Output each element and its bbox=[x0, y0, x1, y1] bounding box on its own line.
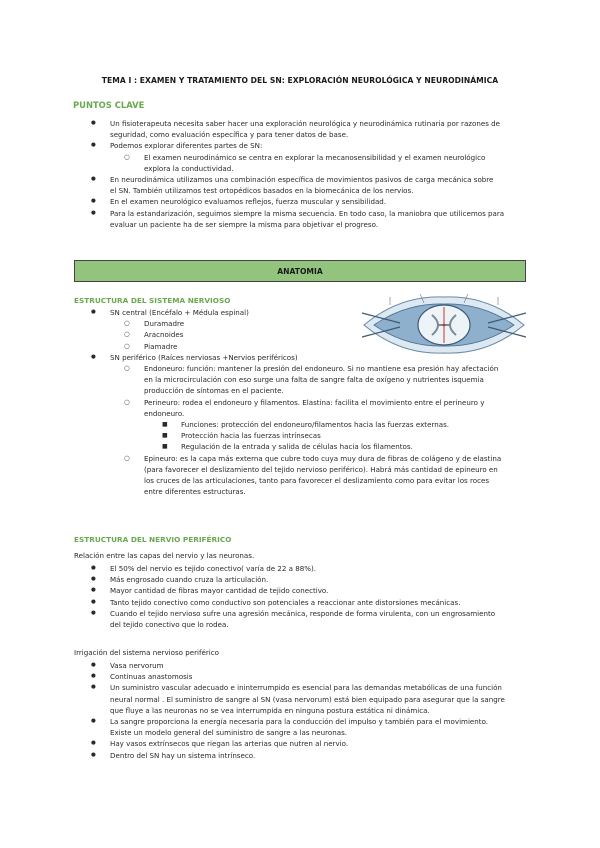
sub-list-item-text: ○ Epineuro: es la capa más externa que cubre todo cuya muy dura de fibras de colágeno y de elastina bbox=[144, 453, 532, 464]
list-item bbox=[77, 716, 532, 727]
list-item-text: Un suministro vascular adecuado e ininterrumpido es esencial para las demandas metabólicas de una función bbox=[110, 683, 502, 693]
sub-list-item-continuation: en la microcirculación con eso surge una falta de sangre falta de oxígeno y nutrientes isquemia bbox=[144, 375, 484, 385]
heading-estructura-sn: ESTRUCTURA DEL SISTEMA NERVIOSO bbox=[74, 296, 231, 305]
sub-list-item-text: ○ El examen neurodinámico se centra en explorar la mecanosensibilidad y el examen neurológico bbox=[144, 152, 532, 163]
list-item bbox=[77, 574, 532, 585]
nervio-intro: Relación entre las capas del nervio y las neuronas. bbox=[74, 551, 255, 560]
sub-list-item bbox=[77, 152, 532, 163]
sub-list-item-continuation: endoneuro. bbox=[144, 408, 185, 418]
list-item-text: Continuas anastomosis bbox=[110, 672, 193, 682]
list-item-text: Vasa nervorum bbox=[110, 661, 164, 670]
list-item-text: El 50% del nervio es tejido conectivo( varía de 22 a 88%). bbox=[110, 564, 317, 573]
list-item-text: Mayor cantidad de fibras mayor cantidad de tejido conectivo. bbox=[110, 586, 329, 596]
list-item-text: Más engrosado cuando cruza la articulación. bbox=[110, 575, 269, 585]
list-item-continuation: neural normal . El suministro de sangre al SN (vasa nervorum) está bien equipado para asegurar que la sangre bbox=[110, 694, 505, 704]
list-item-text: Hay vasos extrínsecos que riegan las arterias que nutren al nervio. bbox=[110, 739, 349, 749]
sub-list-item-text: ○ Perineuro: rodea el endoneuro y filamentos. Elastina: facilita el movimiento entre el perineuro y bbox=[144, 397, 532, 408]
sub-list-item-epineuro bbox=[77, 453, 532, 464]
list-item-continuation: Existe un modelo general del suministro de sangre a las neuronas. bbox=[110, 728, 348, 738]
list-item bbox=[77, 750, 532, 761]
sub-list-item-text: ○ Piamadre bbox=[144, 341, 532, 352]
list-item-sn-central bbox=[77, 307, 532, 318]
puntos-clave-list bbox=[77, 118, 532, 230]
list-item bbox=[77, 208, 532, 219]
sub-list-item bbox=[77, 341, 532, 352]
list-item bbox=[77, 608, 532, 619]
list-item bbox=[77, 174, 532, 185]
list-item-text: En el examen neurológico evaluamos reflejos, fuerza muscular y sensibilidad. bbox=[110, 197, 387, 207]
list-item-continuation: el SN. También utilizamos test ortopédicos basados en la biomecánica de los nervios. bbox=[110, 186, 414, 196]
list-item-text: La sangre proporciona la energía necesaria para la conducción del impulso y también para el movimiento. bbox=[110, 717, 489, 727]
sub-sub-list-item-text: ■ Protección hacia las fuerzas intrínsecas bbox=[181, 430, 532, 441]
irrigacion-list bbox=[77, 660, 532, 761]
list-item-text: Dentro del SN hay un sistema intrínseco. bbox=[110, 750, 256, 760]
anatomia-section-bar: ANATOMIA bbox=[74, 260, 526, 282]
sub-list-item-continuation: (para favorecer el deslizamiento del tejido nervioso periférico). Habrá más cantidad de epineuro en bbox=[144, 464, 498, 474]
heading-puntos-clave: PUNTOS CLAVE bbox=[73, 100, 145, 110]
list-item-continuation: seguridad, como evaluación específica y para tener datos de base. bbox=[110, 130, 349, 140]
sub-list-item-text: ○ Endoneuro: función: mantener la presión del endoneuro. Si no mantiene esa presión hay afectación bbox=[144, 363, 532, 374]
list-item-sn-periferico bbox=[77, 352, 532, 363]
page-title: TEMA I : EXAMEN Y TRATAMIENTO DEL SN: EXPLORACIÓN NEUROLÓGICA Y NEURODINÁMICA bbox=[101, 76, 499, 85]
sub-sub-list-item bbox=[77, 441, 532, 452]
list-item-continuation: que fluye a las neuronas no se vea interrumpida en ninguna postura estática ni dinámica. bbox=[110, 705, 430, 715]
sub-sub-list-item-text: ■ Regulación de la entrada y salida de células hacia los filamentos. bbox=[181, 441, 532, 452]
list-item-text: Tanto tejido conectivo como conductivo son potenciales a reaccionar ante distorsiones mecánicas. bbox=[110, 597, 461, 607]
list-item-text: SN central (Encéfalo + Médula espinal) bbox=[110, 308, 249, 317]
sub-list-item-continuation: los cruces de las articulaciones, tanto para favorecer el deslizamiento como para evitar los roces bbox=[144, 476, 490, 486]
irrigacion-heading: Irrigación del sistema nervioso periférico bbox=[74, 648, 220, 657]
list-item bbox=[77, 738, 532, 749]
sub-sub-list-item bbox=[77, 430, 532, 441]
list-item-text: Para la estandarización, seguimos siempre la misma secuencia. En todo caso, la maniobra que utilicemos para bbox=[110, 208, 505, 218]
sub-list-item-text: ○ Duramadre bbox=[144, 318, 532, 329]
sub-list-item-continuation: explora la conductividad. bbox=[144, 163, 234, 173]
list-item bbox=[77, 140, 532, 151]
list-item-continuation: evaluar un paciente ha de ser siempre la misma para objetivar el progreso. bbox=[110, 219, 379, 229]
list-item bbox=[77, 682, 532, 693]
sub-list-item-text: ○ Aracnoides bbox=[144, 329, 532, 340]
list-item bbox=[77, 671, 532, 682]
estructura-sn-list bbox=[77, 307, 532, 497]
sub-list-item bbox=[77, 318, 532, 329]
sub-sub-list-item bbox=[77, 419, 532, 430]
sub-list-item-perineuro bbox=[77, 397, 532, 408]
sub-list-item bbox=[77, 329, 532, 340]
sub-list-item-continuation: entre diferentes estructuras. bbox=[144, 487, 246, 497]
list-item bbox=[77, 196, 532, 207]
list-item bbox=[77, 118, 532, 129]
list-item-text: Un fisioterapeuta necesita saber hacer una exploración neurológica y neurodinámica rutinaria por razones de bbox=[110, 119, 501, 128]
list-item bbox=[77, 585, 532, 596]
nervio-periferico-list bbox=[77, 563, 532, 630]
sub-sub-list-item-text: ■ Funciones: protección del endoneuro/filamentos hacia las fuerzas externas. bbox=[181, 419, 532, 430]
list-item-text: Cuando el tejido nervioso sufre una agresión mecánica, responde de forma virulenta, con un engrosamiento bbox=[110, 608, 496, 618]
list-item-text: Podemos explorar diferentes partes de SN: bbox=[110, 141, 263, 151]
list-item-continuation: del tejido conectivo que lo rodea. bbox=[110, 620, 229, 630]
list-item bbox=[77, 597, 532, 608]
sub-list-item-continuation: producción de síntomas en el paciente. bbox=[144, 386, 284, 396]
sub-list-item-endoneuro bbox=[77, 363, 532, 374]
heading-estructura-nervio-periferico: ESTRUCTURA DEL NERVIO PERIFÉRICO bbox=[74, 535, 232, 544]
list-item-text: En neurodinámica utilizamos una combinación específica de movimientos pasivos de carga mecánica sobre bbox=[110, 175, 494, 185]
list-item-text: SN periférico (Raíces nerviosas +Nervios periféricos) bbox=[110, 352, 298, 362]
list-item bbox=[77, 563, 532, 574]
list-item bbox=[77, 660, 532, 671]
